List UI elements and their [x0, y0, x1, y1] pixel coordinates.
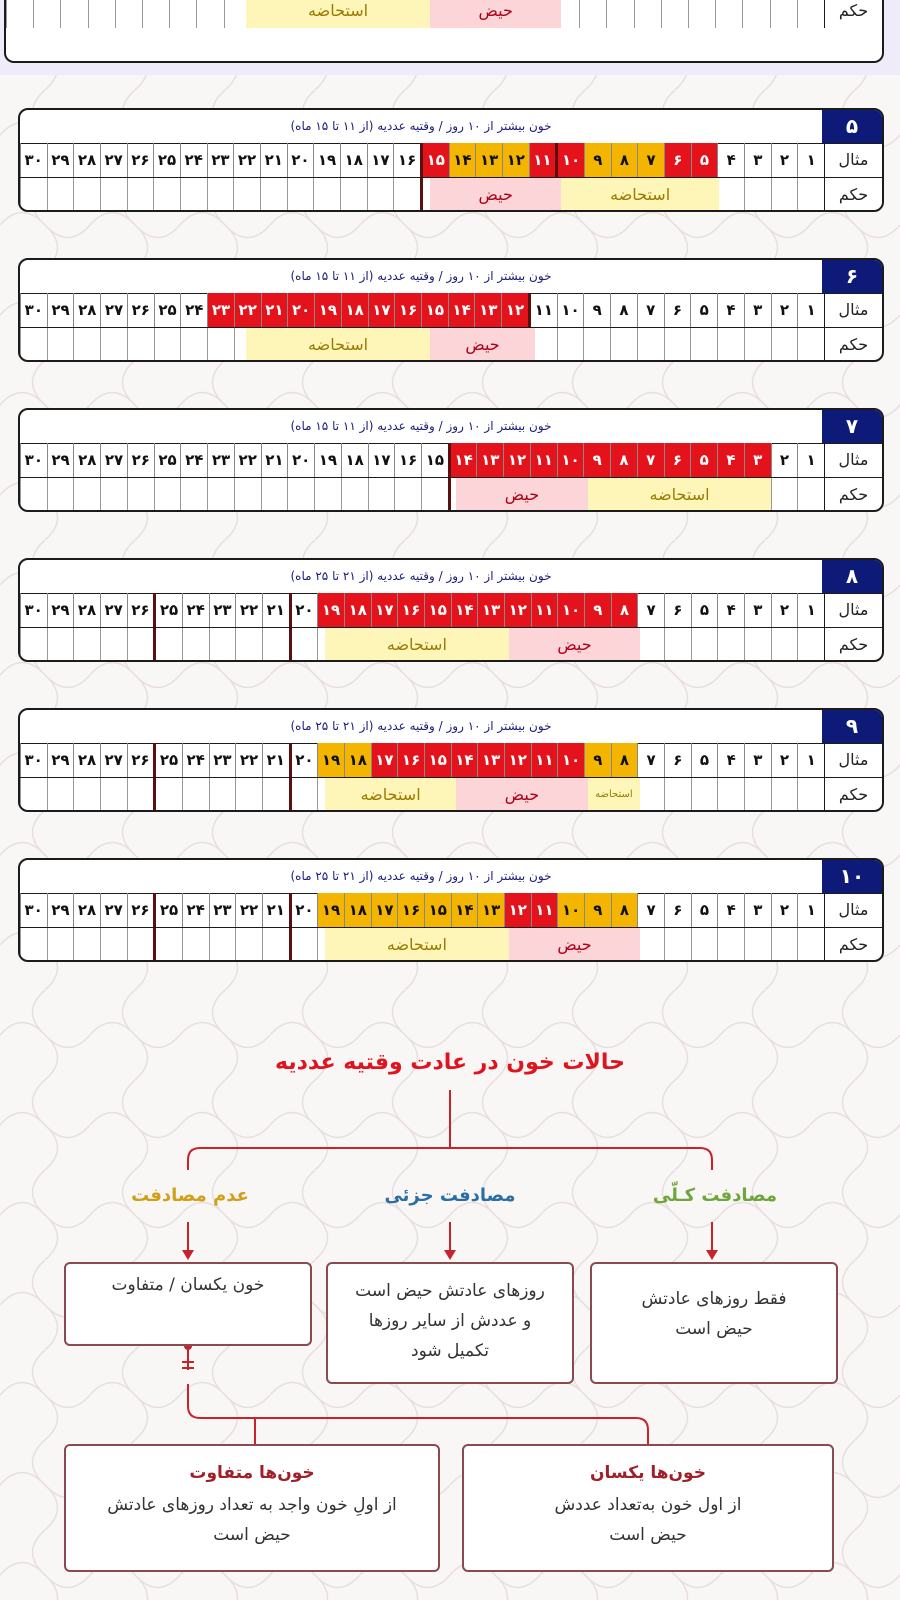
day-cell-30: ۳۰ [20, 143, 47, 177]
box-same-line-2: حیض است [609, 1525, 687, 1545]
day-cell-3: ۳ [744, 593, 771, 627]
segment-haid: حیض [430, 328, 535, 362]
day-cell-21: ۲۱ [262, 593, 289, 627]
day-cell-2: ۲ [771, 143, 798, 177]
day-cell-6: ۶ [664, 293, 691, 327]
day-cell-6: ۶ [664, 443, 691, 477]
ruling-label: حکم [824, 928, 882, 962]
box-partial-match [326, 1262, 574, 1384]
day-cell-16: ۱۶ [397, 593, 424, 627]
card-description: خون بیشتر از ۱۰ روز / وقتیه عددیه (از ۲۱ تا ۲۵ ماه) [290, 719, 552, 733]
day-cell-14: ۱۴ [451, 893, 478, 927]
segment-haid: حیض [456, 778, 587, 812]
day-cell-12: ۱۲ [501, 293, 528, 327]
day-cell-22: ۲۲ [235, 593, 262, 627]
segment-haid: حیض [456, 478, 587, 512]
day-cell-14: ۱۴ [449, 143, 476, 177]
day-cell-20: ۲۰ [287, 443, 314, 477]
day-cell-8: ۸ [611, 893, 638, 927]
box-none-line-1: خون یکسان / متفاوت [111, 1275, 265, 1295]
day-cell-6: ۶ [664, 143, 691, 177]
day-cell-13: ۱۳ [477, 593, 504, 627]
box-total-match [590, 1262, 838, 1384]
day-cell-28: ۲۸ [73, 743, 100, 777]
ruling-label: حکم [824, 628, 882, 662]
day-cell-10: ۱۰ [557, 743, 584, 777]
day-cell-25: ۲۵ [154, 293, 181, 327]
day-cell-13: ۱۳ [476, 443, 503, 477]
day-cell-23: ۲۳ [209, 743, 236, 777]
segment-istihaza: استحاضه [246, 0, 430, 28]
day-cell-10: ۱۰ [557, 593, 584, 627]
day-cell-7: ۷ [637, 293, 664, 327]
day-cell-19: ۱۹ [314, 293, 341, 327]
day-cell-26: ۲۶ [127, 293, 154, 327]
day-cell-17: ۱۷ [371, 893, 398, 927]
day-cell-2: ۲ [771, 893, 798, 927]
day-cell-9: ۹ [584, 743, 611, 777]
day-cell-12: ۱۲ [504, 893, 531, 927]
card-number: ۹ [822, 710, 882, 743]
category-none: عدم مصادفت [131, 1185, 249, 1206]
ruling-label: حکم [824, 0, 882, 28]
day-cell-4: ۴ [717, 893, 744, 927]
day-cell-22: ۲۲ [235, 893, 262, 927]
day-cell-21: ۲۱ [260, 143, 287, 177]
segment-istihaza: استحاضه [325, 928, 509, 962]
day-cell-11: ۱۱ [531, 893, 558, 927]
day-cell-21: ۲۱ [262, 743, 289, 777]
day-cell-15: ۱۵ [421, 443, 448, 477]
segment-istihaza: استحاضه [325, 628, 509, 662]
day-cell-15: ۱۵ [420, 143, 449, 177]
day-cell-20: ۲۰ [287, 293, 314, 327]
day-cell-1: ۱ [797, 743, 824, 777]
day-cell-26: ۲۶ [127, 143, 154, 177]
day-cell-7: ۷ [637, 893, 664, 927]
ruling-label: حکم [824, 478, 882, 512]
day-cell-4: ۴ [717, 743, 744, 777]
day-cell-12: ۱۲ [503, 443, 530, 477]
day-cell-17: ۱۷ [371, 593, 398, 627]
day-cell-19: ۱۹ [313, 143, 340, 177]
day-cell-29: ۲۹ [47, 143, 74, 177]
day-cell-27: ۲۷ [100, 893, 127, 927]
day-cell-27: ۲۷ [100, 743, 127, 777]
day-cell-28: ۲۸ [73, 893, 100, 927]
day-cell-18: ۱۸ [344, 743, 371, 777]
day-cell-3: ۳ [744, 893, 771, 927]
card-description: خون بیشتر از ۱۰ روز / وقتیه عددیه (از ۱۱ تا ۱۵ ماه) [290, 269, 552, 283]
day-cell-28: ۲۸ [73, 143, 100, 177]
day-cell-14: ۱۴ [451, 743, 478, 777]
day-cell-9: ۹ [584, 593, 611, 627]
day-cell-30: ۳۰ [20, 293, 47, 327]
box-partial-line-1: روزهای عادتش حیض است [355, 1281, 545, 1301]
day-cell-16: ۱۶ [393, 143, 420, 177]
day-cell-8: ۸ [611, 743, 638, 777]
day-cell-16: ۱۶ [394, 443, 421, 477]
day-cell-18: ۱۸ [344, 593, 371, 627]
segment-istihaza: استحاضه [588, 478, 772, 512]
day-cell-28: ۲۸ [73, 443, 100, 477]
card-description: خون بیشتر از ۱۰ روز / وقتیه عددیه (از ۲۱ تا ۲۵ ماه) [290, 569, 552, 583]
example-label: مثال [824, 443, 882, 477]
day-cell-23: ۲۳ [207, 443, 234, 477]
card-number: ۷ [822, 410, 882, 443]
day-cell-26: ۲۶ [127, 443, 154, 477]
day-cell-2: ۲ [771, 443, 798, 477]
day-cell-18: ۱۸ [344, 893, 371, 927]
day-cell-1: ۱ [797, 143, 824, 177]
day-cell-15: ۱۵ [424, 743, 451, 777]
box-total-line-2: حیض است [675, 1319, 753, 1339]
box-diff-title: خون‌ها متفاوت [189, 1463, 315, 1483]
day-cell-19: ۱۹ [317, 743, 344, 777]
day-cell-27: ۲۷ [100, 593, 127, 627]
segment-haid: حیض [430, 0, 561, 28]
day-cell-18: ۱۸ [341, 293, 368, 327]
day-cell-9: ۹ [583, 443, 610, 477]
day-cell-3: ۳ [744, 743, 771, 777]
day-cell-10: ۱۰ [557, 443, 584, 477]
card-number: ۵ [822, 110, 882, 143]
day-cell-5: ۵ [691, 743, 718, 777]
day-cell-17: ۱۷ [367, 143, 394, 177]
box-partial-line-2: و عددش از سایر روزها [368, 1311, 532, 1331]
day-cell-25: ۲۵ [153, 893, 182, 927]
day-cell-8: ۸ [610, 293, 637, 327]
day-cell-24: ۲۴ [180, 143, 207, 177]
day-cell-8: ۸ [611, 143, 638, 177]
box-same-title: خون‌ها یکسان [590, 1463, 706, 1483]
day-cell-8: ۸ [610, 443, 637, 477]
day-cell-19: ۱۹ [314, 443, 341, 477]
day-cell-5: ۵ [690, 293, 717, 327]
example-label: مثال [824, 593, 882, 627]
day-cell-4: ۴ [717, 293, 744, 327]
day-cell-15: ۱۵ [424, 593, 451, 627]
day-cell-24: ۲۴ [182, 593, 209, 627]
day-cell-24: ۲۴ [182, 893, 209, 927]
ruling-label: حکم [824, 778, 882, 812]
day-cell-9: ۹ [583, 293, 610, 327]
day-cell-22: ۲۲ [235, 743, 262, 777]
day-cell-3: ۳ [744, 143, 771, 177]
day-cell-13: ۱۳ [474, 293, 501, 327]
day-cell-29: ۲۹ [47, 293, 74, 327]
day-cell-14: ۱۴ [448, 293, 475, 327]
box-different-blood [64, 1444, 440, 1572]
day-cell-5: ۵ [691, 143, 718, 177]
segment-haid: حیض [430, 178, 561, 212]
day-cell-20: ۲۰ [287, 143, 314, 177]
day-cell-10: ۱۰ [557, 293, 584, 327]
day-cell-5: ۵ [691, 593, 718, 627]
day-cell-27: ۲۷ [100, 443, 127, 477]
day-cell-2: ۲ [771, 293, 798, 327]
day-cell-26: ۲۶ [127, 743, 154, 777]
day-cell-14: ۱۴ [448, 443, 477, 477]
box-same-line-1: از اول خون به‌تعداد عددش [554, 1495, 742, 1515]
day-cell-25: ۲۵ [153, 143, 180, 177]
day-cell-30: ۳۰ [20, 893, 47, 927]
day-cell-26: ۲۶ [127, 593, 154, 627]
day-cell-13: ۱۳ [477, 743, 504, 777]
day-cell-21: ۲۱ [261, 293, 288, 327]
day-cell-24: ۲۴ [180, 293, 207, 327]
day-cell-20: ۲۰ [289, 743, 318, 777]
day-cell-29: ۲۹ [47, 743, 74, 777]
example-label: مثال [824, 893, 882, 927]
ruling-label: حکم [824, 178, 882, 212]
day-cell-17: ۱۷ [368, 443, 395, 477]
day-cell-25: ۲۵ [153, 593, 182, 627]
diagram-title: حالات خون در عادت وقتیه عددیه [275, 1050, 625, 1075]
day-cell-18: ۱۸ [340, 143, 367, 177]
day-cell-30: ۳۰ [20, 443, 47, 477]
day-cell-21: ۲۱ [262, 893, 289, 927]
day-cell-24: ۲۴ [182, 743, 209, 777]
day-cell-22: ۲۲ [234, 443, 261, 477]
day-cell-10: ۱۰ [557, 893, 584, 927]
card-number: ۶ [822, 260, 882, 293]
day-cell-27: ۲۷ [100, 293, 127, 327]
day-cell-11: ۱۱ [528, 293, 557, 327]
day-cell-7: ۷ [637, 443, 664, 477]
day-cell-7: ۷ [637, 593, 664, 627]
day-cell-12: ۱۲ [504, 743, 531, 777]
box-same-blood [462, 1444, 834, 1572]
day-cell-4: ۴ [717, 443, 744, 477]
day-cell-16: ۱۶ [397, 743, 424, 777]
day-cell-23: ۲۳ [209, 593, 236, 627]
day-cell-11: ۱۱ [531, 593, 558, 627]
day-cell-2: ۲ [771, 743, 798, 777]
day-cell-23: ۲۳ [207, 143, 234, 177]
segment-istihaza: استحاضه [561, 178, 719, 212]
segment-haid: حیض [509, 928, 640, 962]
day-cell-9: ۹ [584, 143, 611, 177]
day-cell-6: ۶ [664, 893, 691, 927]
day-cell-12: ۱۲ [502, 143, 529, 177]
box-diff-line-2: حیض است [213, 1525, 291, 1545]
day-cell-29: ۲۹ [47, 593, 74, 627]
segment-istihaza: استحاضه [588, 778, 641, 812]
day-cell-6: ۶ [664, 743, 691, 777]
day-cell-7: ۷ [637, 743, 664, 777]
day-cell-28: ۲۸ [73, 293, 100, 327]
day-cell-16: ۱۶ [397, 893, 424, 927]
category-total: مصادفت کـلّی [652, 1185, 778, 1206]
category-partial: مصادفت جزئی [384, 1185, 516, 1206]
day-cell-20: ۲۰ [289, 593, 318, 627]
day-cell-22: ۲۲ [233, 143, 260, 177]
ruling-label: حکم [824, 328, 882, 362]
day-cell-10: ۱۰ [555, 143, 584, 177]
box-no-match [64, 1262, 312, 1346]
day-cell-27: ۲۷ [100, 143, 127, 177]
box-diff-line-1: از اولِ خون واجد به تعداد روزهای عادتش [107, 1495, 397, 1515]
day-cell-30: ۳۰ [20, 593, 47, 627]
day-cell-6: ۶ [664, 593, 691, 627]
day-cell-1: ۱ [797, 593, 824, 627]
day-cell-25: ۲۵ [153, 743, 182, 777]
day-cell-22: ۲۲ [234, 293, 261, 327]
day-cell-1: ۱ [797, 293, 824, 327]
day-cell-19: ۱۹ [317, 893, 344, 927]
day-cell-23: ۲۳ [209, 893, 236, 927]
day-cell-2: ۲ [771, 593, 798, 627]
card-number: ۸ [822, 560, 882, 593]
day-cell-5: ۵ [691, 893, 718, 927]
example-label: مثال [824, 293, 882, 327]
day-cell-4: ۴ [717, 593, 744, 627]
day-cell-3: ۳ [744, 293, 771, 327]
day-cell-7: ۷ [637, 143, 664, 177]
day-cell-17: ۱۷ [371, 743, 398, 777]
day-cell-8: ۸ [611, 593, 638, 627]
card-number: ۱۰ [822, 860, 882, 893]
segment-haid: حیض [509, 628, 640, 662]
day-cell-21: ۲۱ [261, 443, 288, 477]
day-cell-1: ۱ [797, 443, 824, 477]
day-cell-15: ۱۵ [421, 293, 448, 327]
day-cell-13: ۱۳ [477, 893, 504, 927]
day-cell-24: ۲۴ [180, 443, 207, 477]
day-cell-9: ۹ [584, 893, 611, 927]
day-cell-18: ۱۸ [341, 443, 368, 477]
day-cell-20: ۲۰ [289, 893, 318, 927]
card-description: خون بیشتر از ۱۰ روز / وقتیه عددیه (از ۱۱ تا ۱۵ ماه) [290, 419, 552, 433]
day-cell-3: ۳ [744, 443, 771, 477]
card-description: خون بیشتر از ۱۰ روز / وقتیه عددیه (از ۱۱ تا ۱۵ ماه) [290, 119, 552, 133]
day-cell-14: ۱۴ [451, 593, 478, 627]
day-cell-13: ۱۳ [475, 143, 502, 177]
day-cell-29: ۲۹ [47, 443, 74, 477]
example-label: مثال [824, 143, 882, 177]
segment-istihaza: استحاضه [246, 328, 430, 362]
day-cell-19: ۱۹ [317, 593, 344, 627]
example-label: مثال [824, 743, 882, 777]
day-cell-1: ۱ [797, 893, 824, 927]
box-partial-line-3: تکمیل شود [411, 1341, 489, 1361]
day-cell-23: ۲۳ [207, 293, 234, 327]
day-cell-11: ۱۱ [530, 443, 557, 477]
box-total-line-1: فقط روزهای عادتش [641, 1289, 787, 1309]
day-cell-17: ۱۷ [368, 293, 395, 327]
day-cell-25: ۲۵ [154, 443, 181, 477]
segment-istihaza: استحاضه [325, 778, 456, 812]
day-cell-11: ۱۱ [531, 743, 558, 777]
day-cell-4: ۴ [717, 143, 744, 177]
day-cell-12: ۱۲ [504, 593, 531, 627]
card-description: خون بیشتر از ۱۰ روز / وقتیه عددیه (از ۲۱ تا ۲۵ ماه) [290, 869, 552, 883]
day-cell-15: ۱۵ [424, 893, 451, 927]
day-cell-26: ۲۶ [127, 893, 154, 927]
day-cell-30: ۳۰ [20, 743, 47, 777]
day-cell-5: ۵ [690, 443, 717, 477]
day-cell-29: ۲۹ [47, 893, 74, 927]
day-cell-28: ۲۸ [73, 593, 100, 627]
day-cell-16: ۱۶ [394, 293, 421, 327]
day-cell-11: ۱۱ [529, 143, 556, 177]
